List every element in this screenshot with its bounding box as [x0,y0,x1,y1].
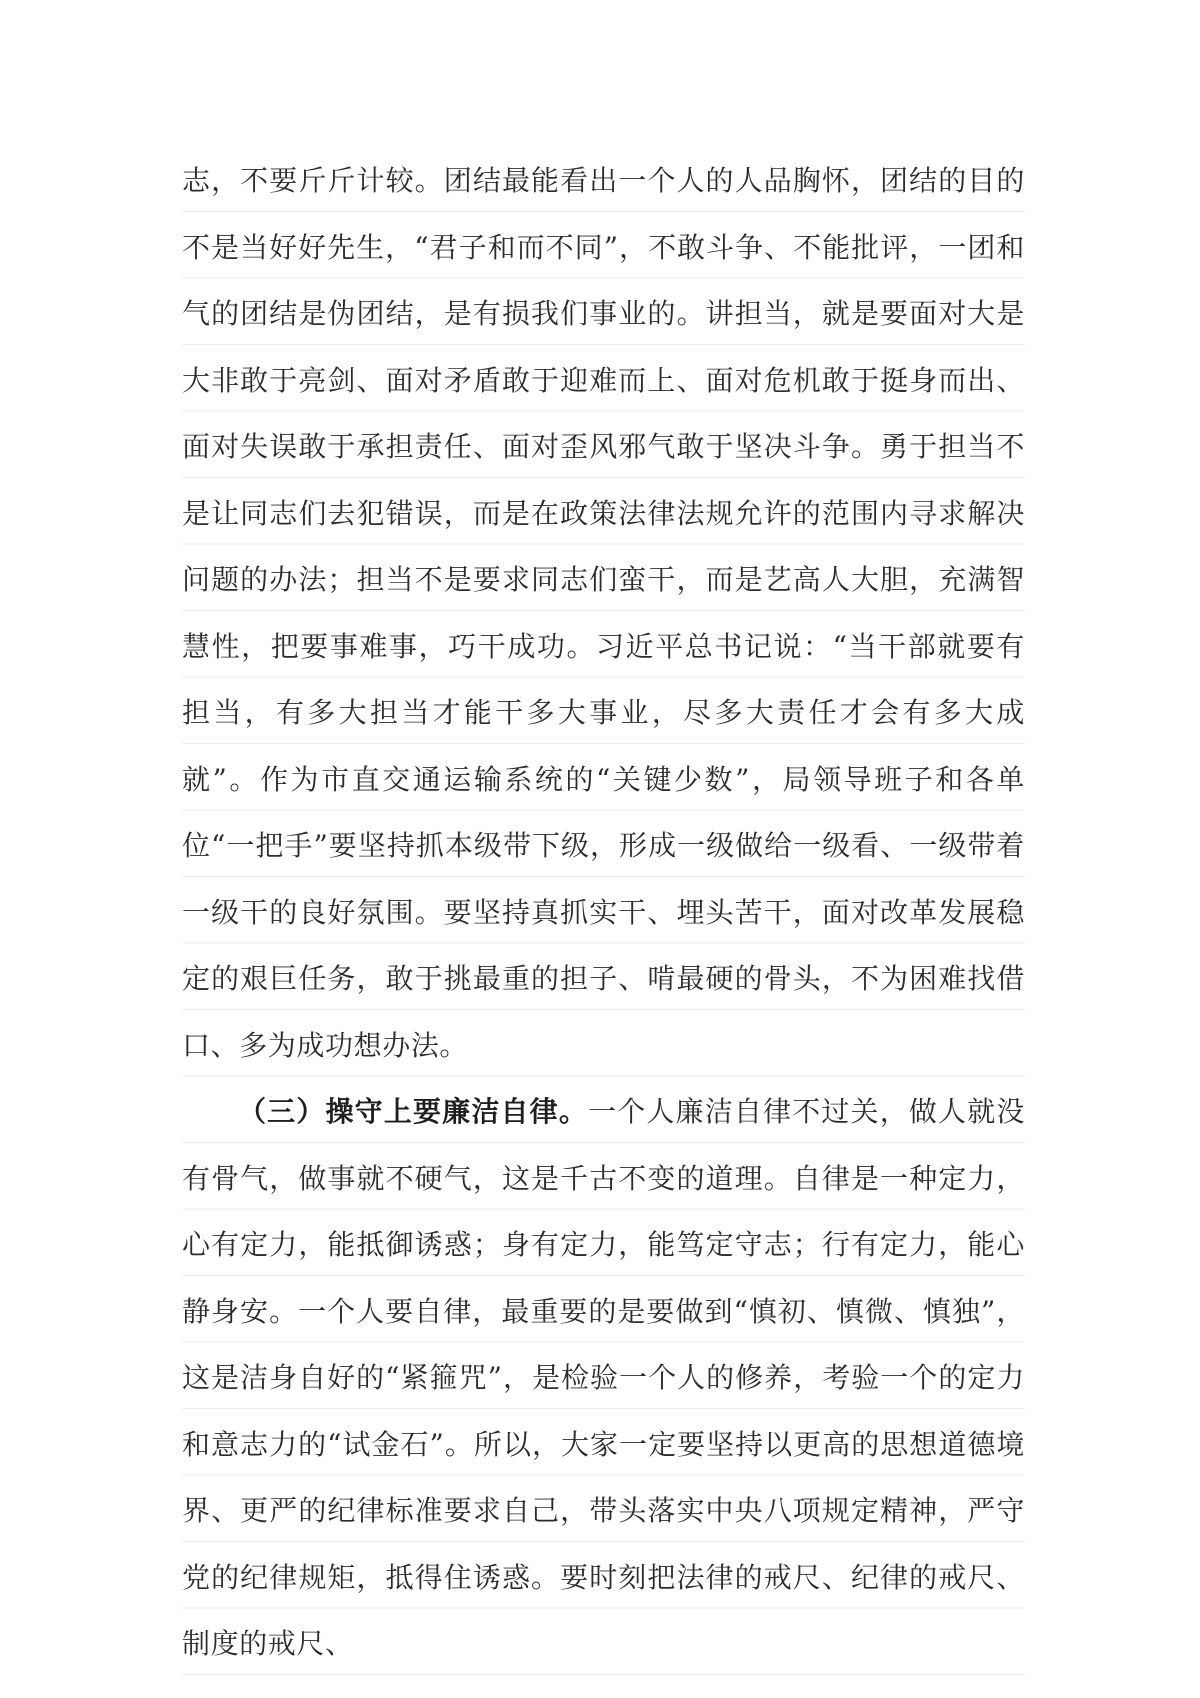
paragraph-1 [182,148,1025,1079]
paragraph-2 [182,1079,1025,1678]
paragraph-2-text: 一个人廉洁自律不过关，做人就没有骨气，做事就不硬气，这是千古不变的道理。自律是一种定力，心有定力，能抵御诱惑；身有定力，能笃定守志；行有定力，能心静身安。一个人要自律，最重要的是要做到“慎初、慎微、慎独”，这是洁身自好的“紧箍咒”，是检验一个人的修养，考验一个的定力和意志力的“试金石”。所以，大家一定要坚持以更高的思想道德境界、更严的纪律标准要求自己，带头落实中央八项规定精神，严守党的纪律规矩，抵得住诱惑。要时刻把法律的戒尺、纪律的戒尺、制度的戒尺、 [182,1095,1025,1660]
document-body [182,148,1025,1678]
paragraph-1-text: 志，不要斤斤计较。团结最能看出一个人的人品胸怀，团结的目的不是当好好先生，“君子和而不同”，不敢斗争、不能批评，一团和气的团结是伪团结，是有损我们事业的。讲担当，就是要面对大是大非敢于亮剑、面对矛盾敢于迎难而上、面对危机敢于挺身而出、面对失误敢于承担责任、面对歪风邪气敢于坚决斗争。勇于担当不是让同志们去犯错误，而是在政策法律法规允许的范围内寻求解决问题的办法；担当不是要求同志们蛮干，而是艺高人大胆，充满智慧性，把要事难事，巧干成功。习近平总书记说：“当干部就要有担当，有多大担当才能干多大事业，尽多大责任才会有多大成就”。作为市直交通运输系统的“关键少数”，局领导班子和各单位“一把手”要坚持抓本级带下级，形成一级做给一级看、一级带着一级干的良好氛围。要坚持真抓实干、埋头苦干，面对改革发展稳定的艰巨任务，敢于挑最重的担子、啃最硬的骨头，不为困难找借口、多为成功想办法。 [182,164,1025,1062]
section-heading-3: （三）操守上要廉洁自律。 [238,1095,589,1128]
